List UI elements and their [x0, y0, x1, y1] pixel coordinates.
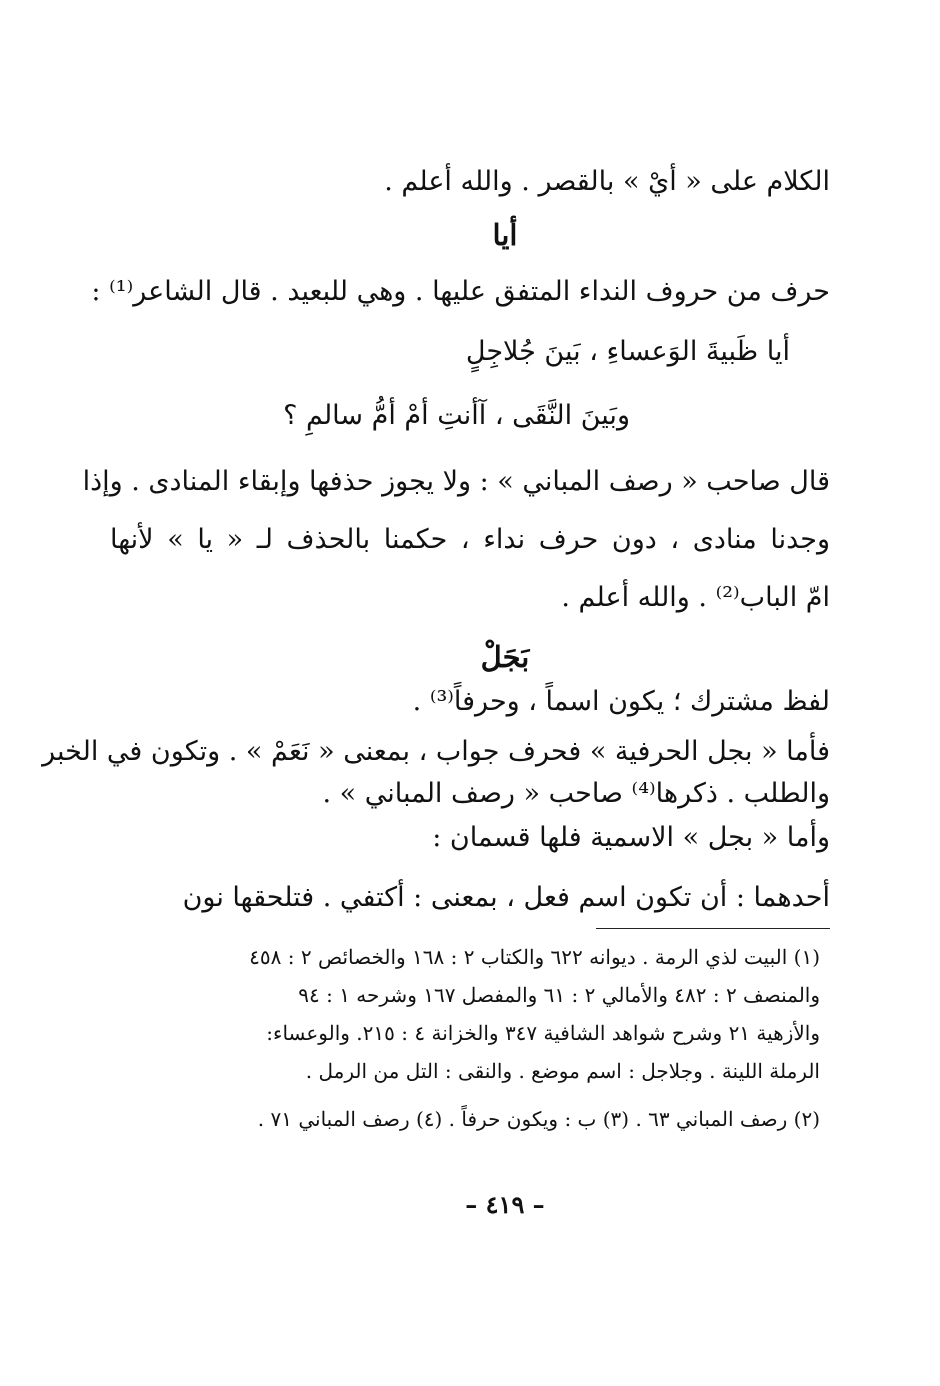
- verse-hemistich-1: أيا ظَبيةَ الوَعساءِ ، بَينَ جُلاجِلٍ: [465, 336, 790, 367]
- heading-bajal: بَجَلْ: [480, 640, 530, 674]
- body-line-2: حرف من حروف النداء المتفق عليها . وهي للبعيد . قال الشاعر⁽¹⁾ :: [91, 276, 830, 307]
- body-line-9: وأما « بجل » الاسمية فلها قسمان :: [432, 822, 830, 853]
- footnote-line-5: (٢) رصف المباني ٦٣ . (٣) ب : ويكون حرفاً . (٤) رصف المباني ٧١ .: [257, 1107, 820, 1131]
- body-line-3: قال صاحب « رصف المباني » : ولا يجوز حذفها وإبقاء المنادى . وإذا: [82, 466, 830, 497]
- body-line-5: امّ الباب⁽²⁾ . والله أعلم .: [561, 582, 830, 613]
- body-line-7: فأما « بجل الحرفية » فحرف جواب ، بمعنى « نَعَمْ » . وتكون في الخبر: [42, 736, 830, 767]
- body-line-4: وجدنا منادى ، دون حرف نداء ، حكمنا بالحذف لـ « يا » لأنها: [110, 524, 830, 555]
- footnote-line-3: والأزهية ٢١ وشرح شواهد الشافية ٣٤٧ والخزانة ٤ : ٢١٥. والوعساء:: [266, 1021, 820, 1045]
- footnote-line-4: الرملة اللينة . وجلاجل : اسم موضع . والنقى : التل من الرمل .: [305, 1059, 820, 1083]
- footnote-line-1: (١) البيت لذي الرمة . ديوانه ٦٢٢ والكتاب ٢ : ١٦٨ والخصائص ٢ : ٤٥٨: [249, 945, 820, 969]
- body-line-6: لفظ مشترك ؛ يكون اسماً ، وحرفاً⁽³⁾ .: [412, 686, 830, 717]
- body-line-8: والطلب . ذكرها⁽⁴⁾ صاحب « رصف المباني » .: [322, 778, 830, 809]
- page-number: – ٤١٩ –: [465, 1190, 545, 1219]
- heading-aya: أيا: [492, 218, 518, 252]
- body-line-10: أحدهما : أن تكون اسم فعل ، بمعنى : أكتفي . فتلحقها نون: [182, 882, 830, 913]
- verse-hemistich-2: وبَينَ النَّقَى ، آأنتِ أمْ أمُّ سالمِ ؟: [283, 400, 630, 431]
- footnote-line-2: والمنصف ٢ : ٤٨٢ والأمالي ٢ : ٦١ والمفصل ١٦٧ وشرحه ١ : ٩٤: [298, 983, 820, 1007]
- footnote-separator: [596, 928, 830, 929]
- body-line-1: الكلام على « أيْ » بالقصر . والله أعلم .: [384, 166, 830, 197]
